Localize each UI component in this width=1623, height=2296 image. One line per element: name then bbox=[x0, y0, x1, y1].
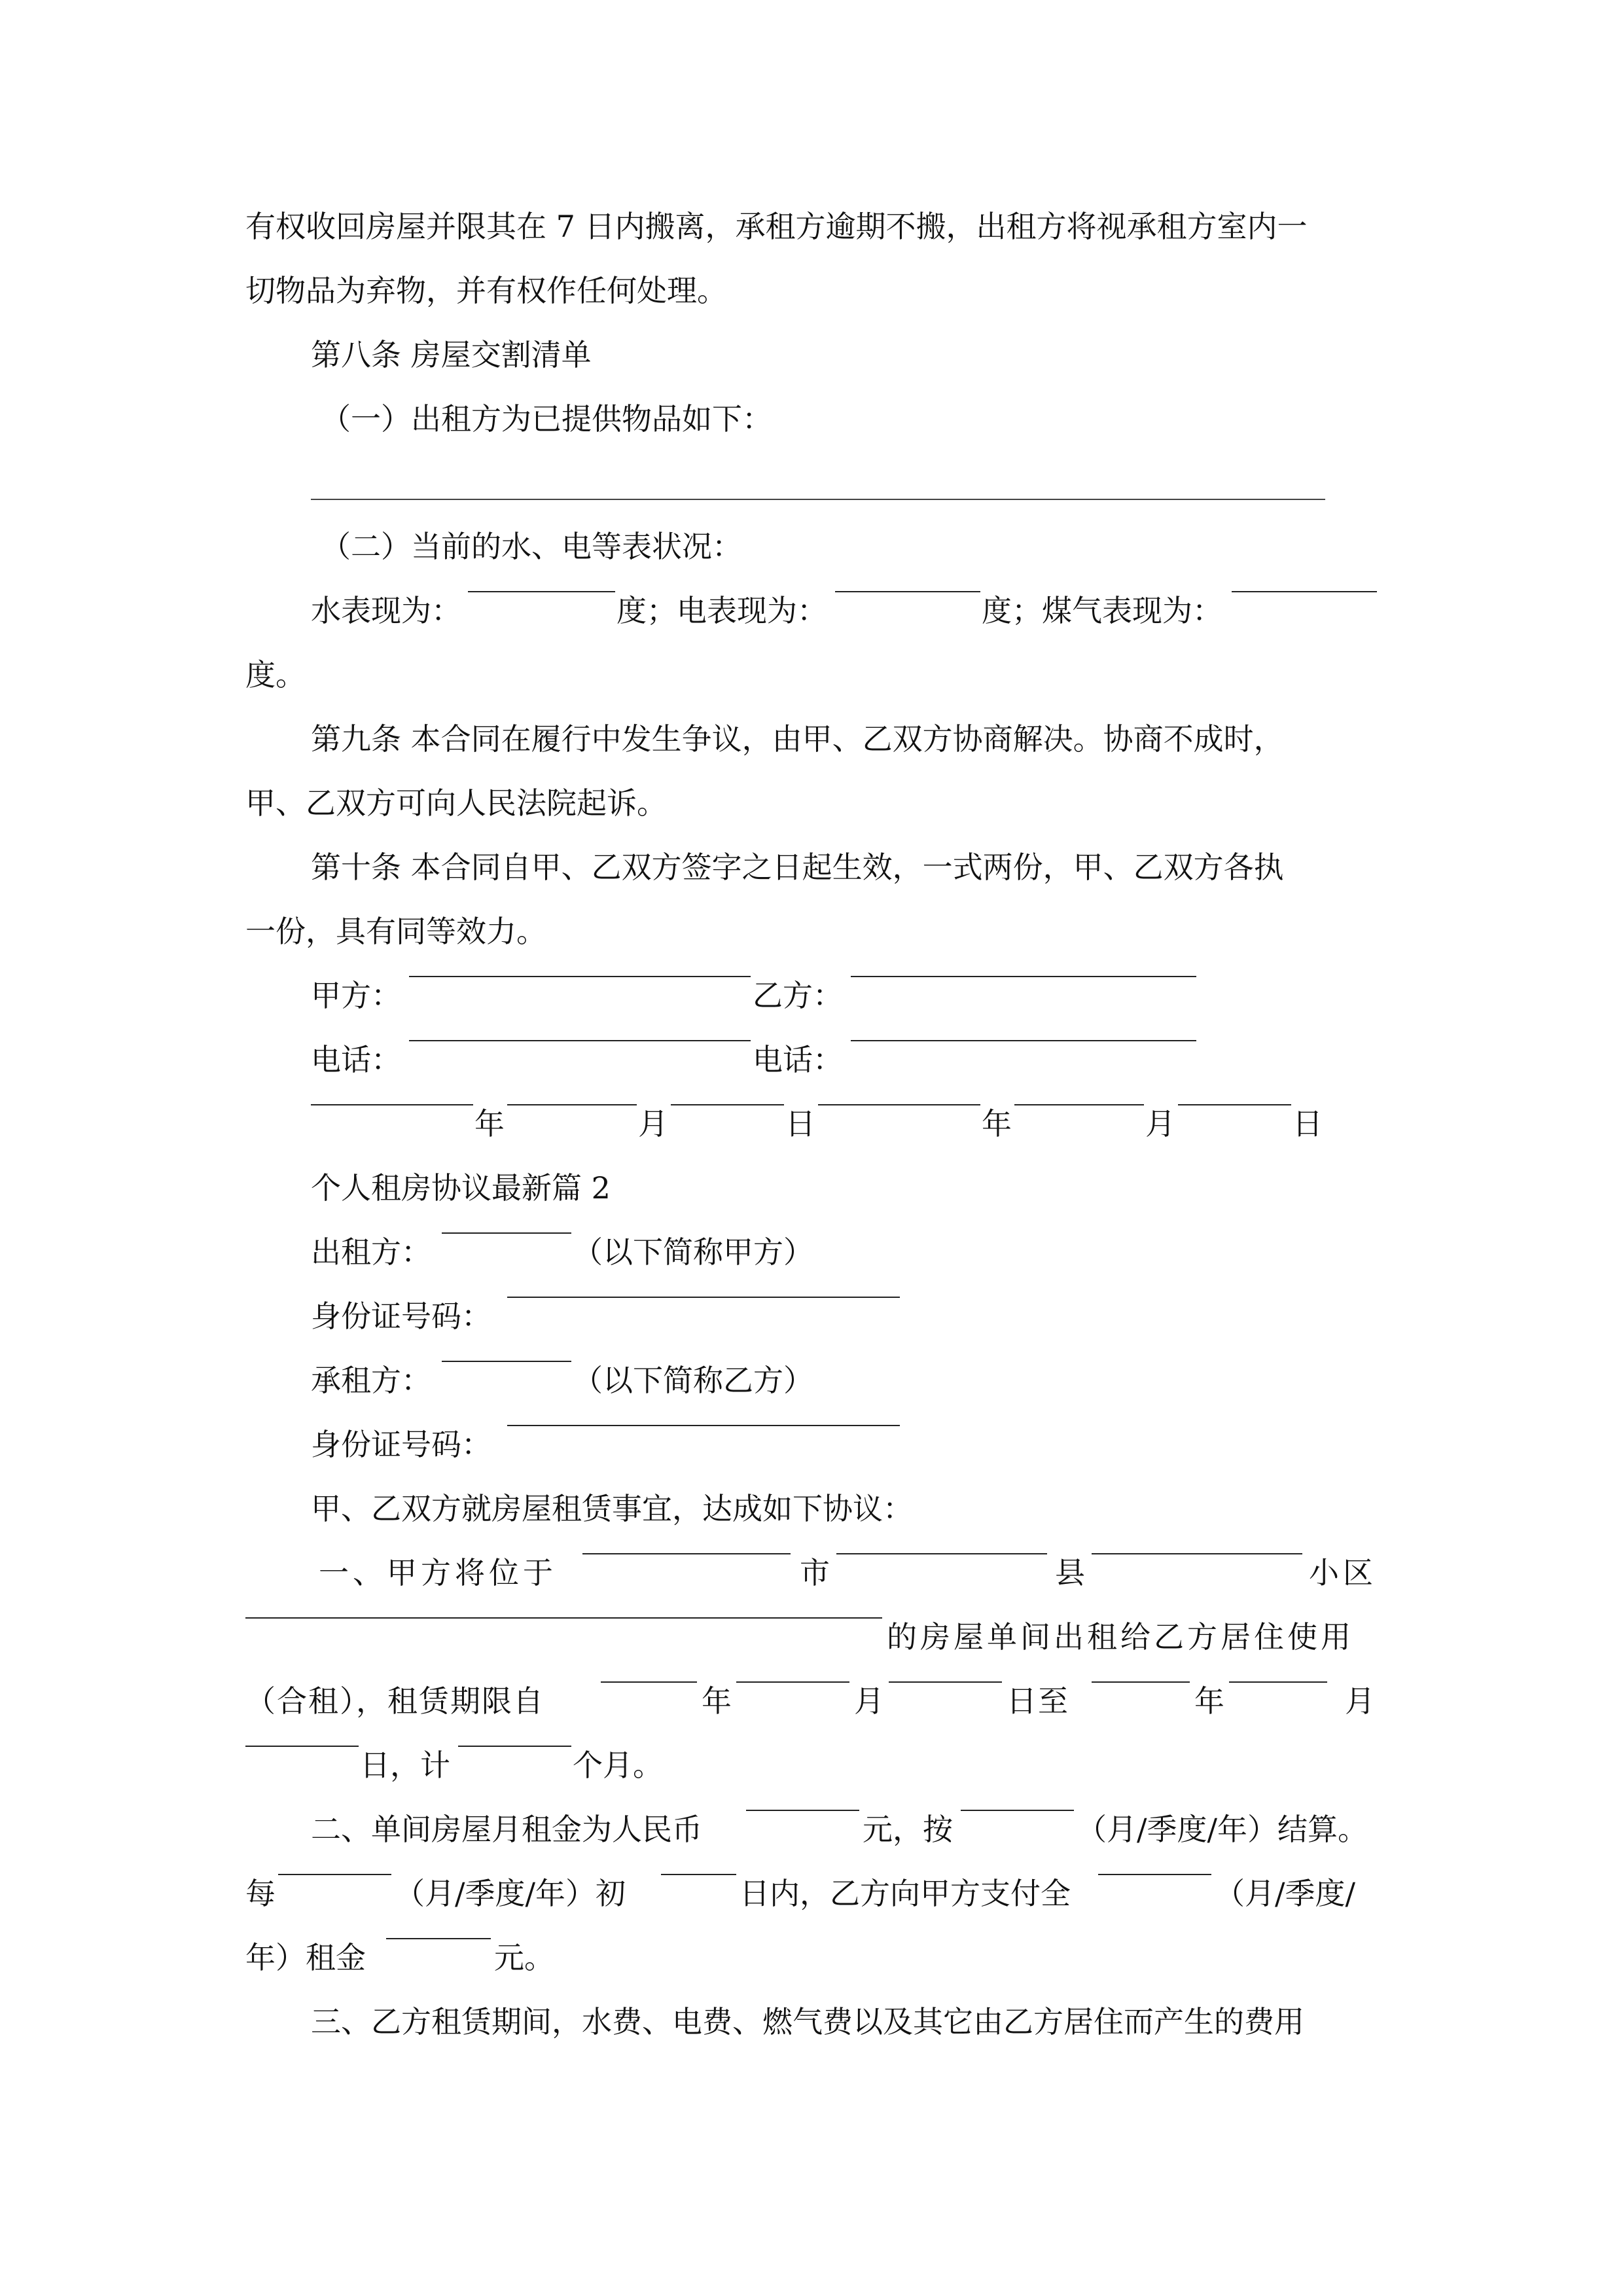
date-day-label: 日 bbox=[1293, 1106, 1323, 1141]
text-line: 一份，具有同等效力。 bbox=[245, 914, 546, 949]
date-blank bbox=[311, 1104, 473, 1105]
date-blank bbox=[1014, 1104, 1144, 1105]
text-line: （合租），租赁期限自 bbox=[245, 1683, 544, 1719]
settlement-blank bbox=[961, 1810, 1074, 1811]
text-line: 甲、乙双方可向人民法院起诉。 bbox=[245, 785, 667, 821]
day-total-label: 日，计 bbox=[360, 1748, 450, 1783]
electric-meter-label: 度；电表现为： bbox=[616, 593, 827, 628]
text-line: 的房屋单间出租给乙方居住使用 bbox=[887, 1619, 1354, 1655]
pay-period-blank bbox=[1098, 1874, 1211, 1875]
end-year-blank bbox=[1092, 1681, 1190, 1683]
date-blank bbox=[671, 1104, 784, 1105]
end-day-blank bbox=[245, 1746, 359, 1747]
text-line: 甲、乙双方就房屋租赁事宜，达成如下协议： bbox=[311, 1491, 913, 1526]
pay-within-label: 日内，乙方向甲方支付全 bbox=[740, 1876, 1071, 1911]
lessee-note: （以下简称乙方） bbox=[573, 1363, 813, 1398]
water-meter-blank bbox=[468, 591, 615, 592]
month-label: 月 bbox=[1345, 1683, 1375, 1719]
lessee-label: 承租方： bbox=[311, 1363, 431, 1398]
date-month-label: 月 bbox=[1145, 1106, 1175, 1141]
party-b-blank bbox=[851, 976, 1196, 977]
phone-a-label: 电话： bbox=[311, 1042, 401, 1077]
rent-amount-blank bbox=[746, 1810, 859, 1811]
days-blank bbox=[661, 1874, 736, 1875]
text-line: 第九条 本合同在履行中发生争议，由甲、乙双方协商解决。协商不成时， bbox=[311, 721, 1284, 757]
text-line: 三、乙方租赁期间，水费、电费、燃气费以及其它由乙方居住而产生的费用 bbox=[311, 2004, 1304, 2039]
clause-1-intro: 一、甲方将位于 bbox=[319, 1555, 557, 1590]
text-line: （一）出租方为已提供物品如下： bbox=[321, 401, 772, 437]
lessor-blank bbox=[442, 1232, 571, 1234]
id-number-blank bbox=[507, 1297, 900, 1298]
date-blank bbox=[507, 1104, 637, 1105]
party-b-label: 乙方： bbox=[753, 978, 843, 1013]
text-line: （二）当前的水、电等表状况： bbox=[321, 529, 742, 564]
lessor-note: （以下简称甲方） bbox=[573, 1234, 813, 1270]
water-meter-label: 水表现为： bbox=[311, 593, 461, 628]
lessee-blank bbox=[442, 1361, 571, 1362]
each-label: 每 bbox=[245, 1876, 276, 1911]
text-line: 度。 bbox=[245, 657, 306, 692]
yuan-label: 元。 bbox=[494, 1940, 554, 1975]
id-number-label: 身份证号码： bbox=[311, 1299, 491, 1334]
start-year-blank bbox=[601, 1681, 697, 1683]
text-line: 切物品为弃物，并有权作任何处理。 bbox=[245, 273, 727, 308]
id-number-blank bbox=[507, 1425, 900, 1426]
community-label: 小区 bbox=[1309, 1555, 1377, 1590]
gas-meter-blank bbox=[1232, 591, 1377, 592]
day-to-label: 日至 bbox=[1007, 1683, 1069, 1719]
id-number-label: 身份证号码： bbox=[311, 1427, 491, 1462]
year-label: 年 bbox=[702, 1683, 732, 1719]
item-list-blank-line bbox=[311, 499, 1325, 500]
date-year-label: 年 bbox=[982, 1106, 1012, 1141]
text-line: 个人租房协议最新篇 2 bbox=[311, 1170, 611, 1206]
start-month-blank bbox=[736, 1681, 849, 1683]
period-blank bbox=[278, 1874, 391, 1875]
month-label: 月 bbox=[854, 1683, 884, 1719]
party-a-blank bbox=[409, 976, 751, 977]
date-day-label: 日 bbox=[785, 1106, 815, 1141]
phone-a-blank bbox=[409, 1040, 751, 1041]
date-blank bbox=[1178, 1104, 1291, 1105]
rent-total-blank bbox=[386, 1938, 491, 1939]
period-begin-label: （月/季度/年）初 bbox=[395, 1876, 626, 1911]
year-label: 年 bbox=[1194, 1683, 1224, 1719]
party-a-label: 甲方： bbox=[311, 978, 401, 1013]
community-blank bbox=[1092, 1553, 1302, 1554]
text-line: 有权收回房屋并限其在 7 日内搬离，承租方逾期不搬，出租方将视承租方室内一 bbox=[245, 209, 1308, 244]
electric-meter-blank bbox=[835, 591, 980, 592]
date-year-label: 年 bbox=[474, 1106, 505, 1141]
county-blank bbox=[836, 1553, 1047, 1554]
gas-meter-label: 度；煤气表现为： bbox=[982, 593, 1222, 628]
date-month-label: 月 bbox=[638, 1106, 668, 1141]
text-line: 二、单间房屋月租金为人民币 bbox=[311, 1812, 702, 1847]
address-blank bbox=[245, 1617, 882, 1619]
text-line: 第十条 本合同自甲、乙双方签字之日起生效，一式两份，甲、乙双方各执 bbox=[311, 850, 1284, 885]
phone-b-blank bbox=[851, 1040, 1196, 1041]
date-blank bbox=[818, 1104, 980, 1105]
text-line: 第八条 房屋交割清单 bbox=[311, 337, 592, 372]
end-month-blank bbox=[1229, 1681, 1327, 1683]
phone-b-label: 电话： bbox=[753, 1042, 843, 1077]
text-line: 年）租金 bbox=[245, 1940, 366, 1975]
pay-period-label: （月/季度/ bbox=[1215, 1876, 1355, 1911]
city-blank bbox=[582, 1553, 791, 1554]
months-blank bbox=[458, 1746, 571, 1747]
city-label: 市 bbox=[800, 1555, 830, 1590]
settlement-label: （月/季度/年）结算。 bbox=[1077, 1812, 1368, 1847]
start-day-blank bbox=[889, 1681, 1002, 1683]
county-label: 县 bbox=[1055, 1555, 1085, 1590]
yuan-label: 元，按 bbox=[863, 1812, 953, 1847]
months-label: 个月。 bbox=[573, 1748, 663, 1783]
lessor-label: 出租方： bbox=[311, 1234, 431, 1270]
